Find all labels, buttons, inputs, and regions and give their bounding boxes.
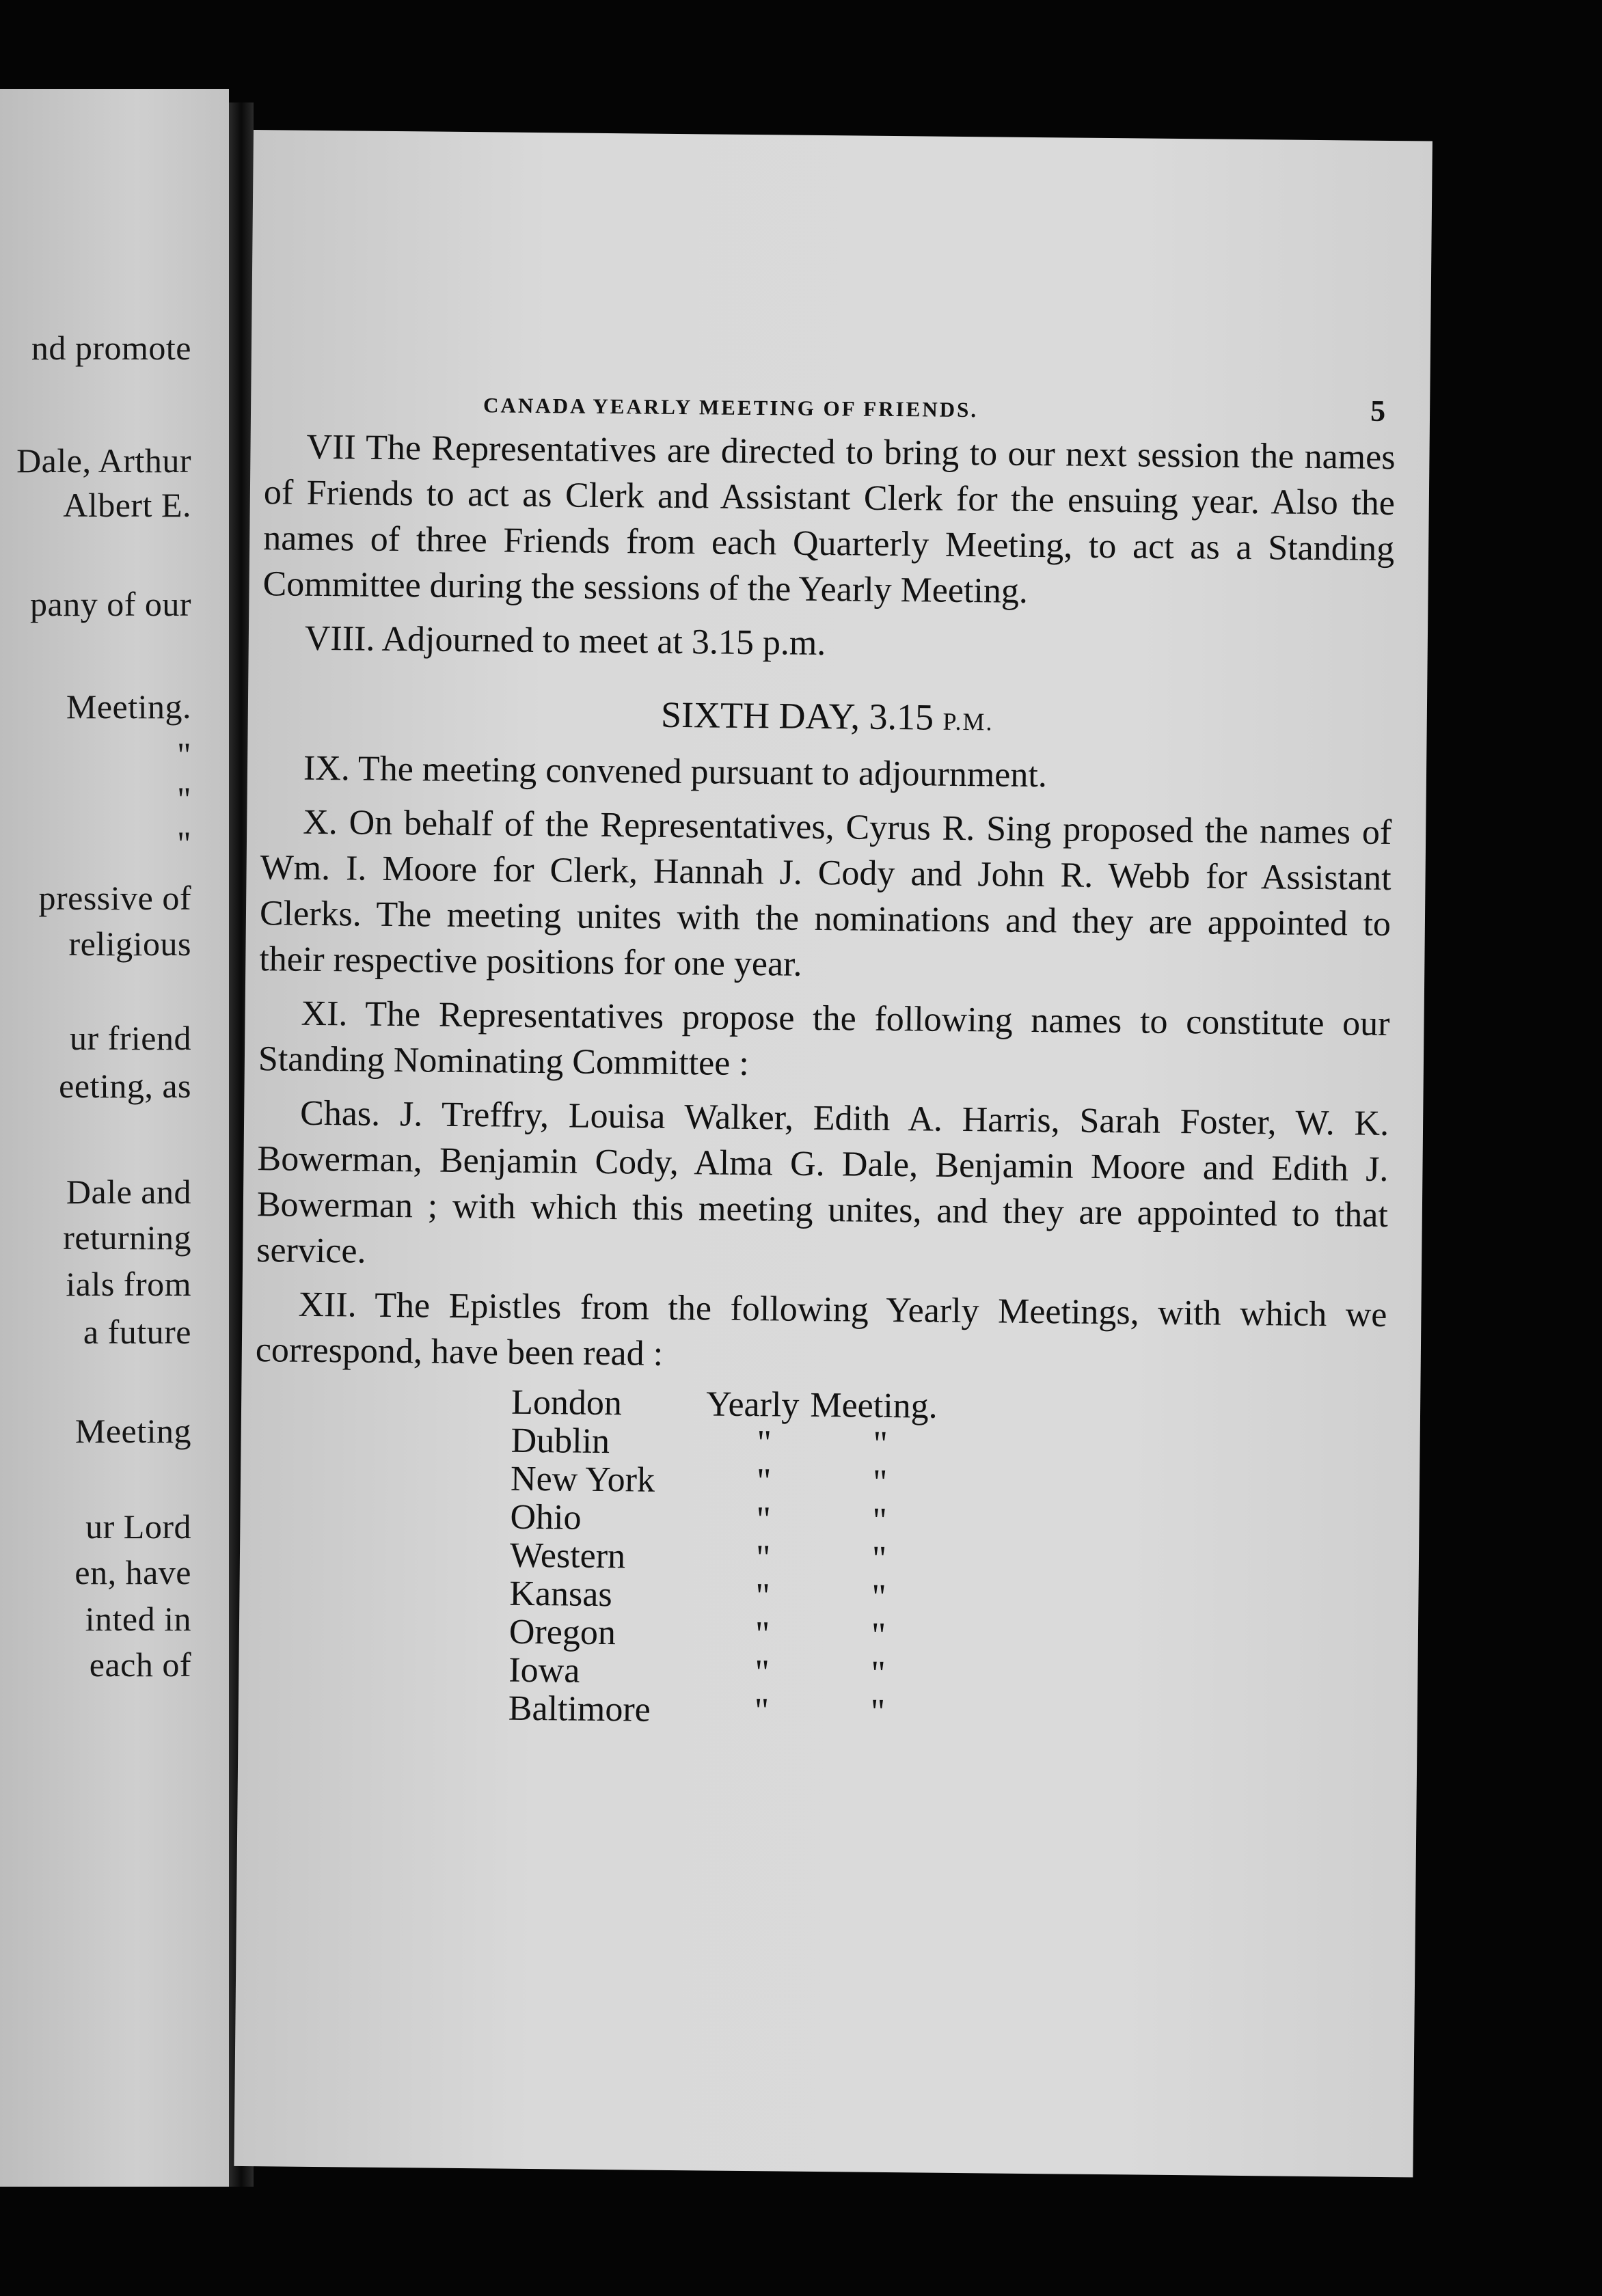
left-page-text-fragment: Dale, Arthur [16, 441, 191, 480]
list-item [508, 1690, 1383, 1736]
day-heading-time: P.M. [942, 707, 994, 736]
day-heading-text: SIXTH DAY, 3.15 [660, 694, 934, 738]
paragraph-ix: IX. The meeting convened pursuant to adjournment. [303, 748, 1048, 795]
running-head [483, 385, 1385, 428]
paragraph-x: X. On behalf of the Representatives, Cyrus R. Sing proposed the names of Wm. I. Moore for Clerk, Hannah J. Cody and John R. Webb for Assistant Clerks. The meeting unites with the nominations and they are appointed to their respective positions for one year. [259, 802, 1392, 984]
left-page-text-fragment: ur Lord [85, 1507, 191, 1546]
meeting-name: Kansas [509, 1574, 612, 1615]
left-page-fragment [0, 89, 229, 2187]
meeting-name: Dublin [511, 1421, 610, 1462]
ditto-mark: " [871, 1577, 886, 1617]
left-page-text-fragment: " [177, 735, 191, 774]
meeting-name: Iowa [508, 1650, 580, 1691]
yearly-meetings-list [508, 1384, 1387, 1736]
body-text [252, 424, 1396, 1736]
left-page-text-fragment: religious [68, 925, 191, 963]
sixth-day-heading [261, 688, 1393, 749]
left-page-text-fragment: " [177, 824, 191, 862]
ditto-mark: " [754, 1691, 770, 1731]
left-page-text-fragment: returning [63, 1218, 191, 1257]
ditto-mark: " [756, 1500, 772, 1540]
ditto-mark: " [755, 1538, 771, 1578]
running-title: CANADA YEARLY MEETING OF FRIENDS. [483, 393, 979, 422]
left-page-text-fragment: Meeting. [66, 687, 191, 726]
paragraph-vii: VII The Representatives are directed to bring to our next session the names of Friends to act as Clerk and Assistant Clerk for the ensuing year. Also the names of three Friends from each Quarterly Meeting, to act as a Standing Committee during the sessions of the Yearly Meeting. [262, 427, 1396, 611]
left-page-text-fragment: pressive of [38, 879, 191, 917]
meeting-name: New York [510, 1459, 655, 1500]
paragraph-xi: XI. The Representatives propose the following names to constitute our Standing Nominating Committee : [258, 994, 1390, 1084]
left-page-text-fragment: a future [83, 1313, 191, 1351]
ditto-mark: " [871, 1654, 886, 1693]
left-page-text-fragment: en, have [74, 1553, 191, 1591]
header-meeting: Meeting. [810, 1385, 938, 1426]
committee-names: Chas. J. Treffry, Louisa Walker, Edith A. Harris, Sarah Foster, W. K. Bowerman, Benjamin Cody, Alma G. Dale, Benjamin Moore and Edith J. Bowerman ; with which this meeting unites, and they are appointed to that service. [256, 1093, 1389, 1271]
header-yearly: Yearly [705, 1384, 800, 1425]
ditto-mark: " [757, 1423, 772, 1463]
right-page [234, 130, 1433, 2177]
ditto-mark: " [755, 1653, 770, 1693]
left-page-text-fragment: ur friend [69, 1019, 191, 1057]
ditto-mark: " [756, 1462, 772, 1501]
ditto-mark: " [872, 1501, 888, 1540]
meeting-name: Ohio [510, 1497, 582, 1538]
left-page-text-fragment: inted in [85, 1600, 191, 1638]
left-page-text-fragment: nd promote [31, 329, 191, 367]
meeting-name: Baltimore [508, 1689, 651, 1730]
paragraph-xii: XII. The Epistles from the following Yearly Meetings, with which we correspond, have been read : [255, 1285, 1387, 1374]
meeting-name: Western [509, 1535, 626, 1576]
left-page-text-fragment: Albert E. [63, 486, 191, 524]
ditto-mark: " [755, 1615, 770, 1654]
left-page-text-fragment: Dale and [66, 1173, 191, 1211]
left-page-text-fragment: eeting, as [59, 1067, 191, 1105]
list-rows [508, 1422, 1386, 1736]
meeting-name: Oregon [508, 1612, 616, 1653]
ditto-mark: " [870, 1692, 886, 1732]
page-number: 5 [1370, 394, 1386, 428]
meeting-name: London [511, 1382, 623, 1423]
left-page-text-fragment: " [177, 780, 191, 818]
ditto-mark: " [871, 1615, 886, 1655]
ditto-mark: " [873, 1424, 888, 1464]
left-page-text-fragment: pany of our [30, 585, 191, 623]
left-page-text-fragment: each of [89, 1645, 191, 1684]
paragraph-viii: VIII. Adjourned to meet at 3.15 p.m. [304, 618, 826, 664]
left-page-text-fragment: Meeting [74, 1412, 191, 1450]
left-page-text-fragment: ials from [66, 1265, 191, 1303]
ditto-mark: " [871, 1539, 887, 1578]
ditto-mark: " [755, 1576, 770, 1616]
ditto-mark: " [872, 1462, 888, 1502]
